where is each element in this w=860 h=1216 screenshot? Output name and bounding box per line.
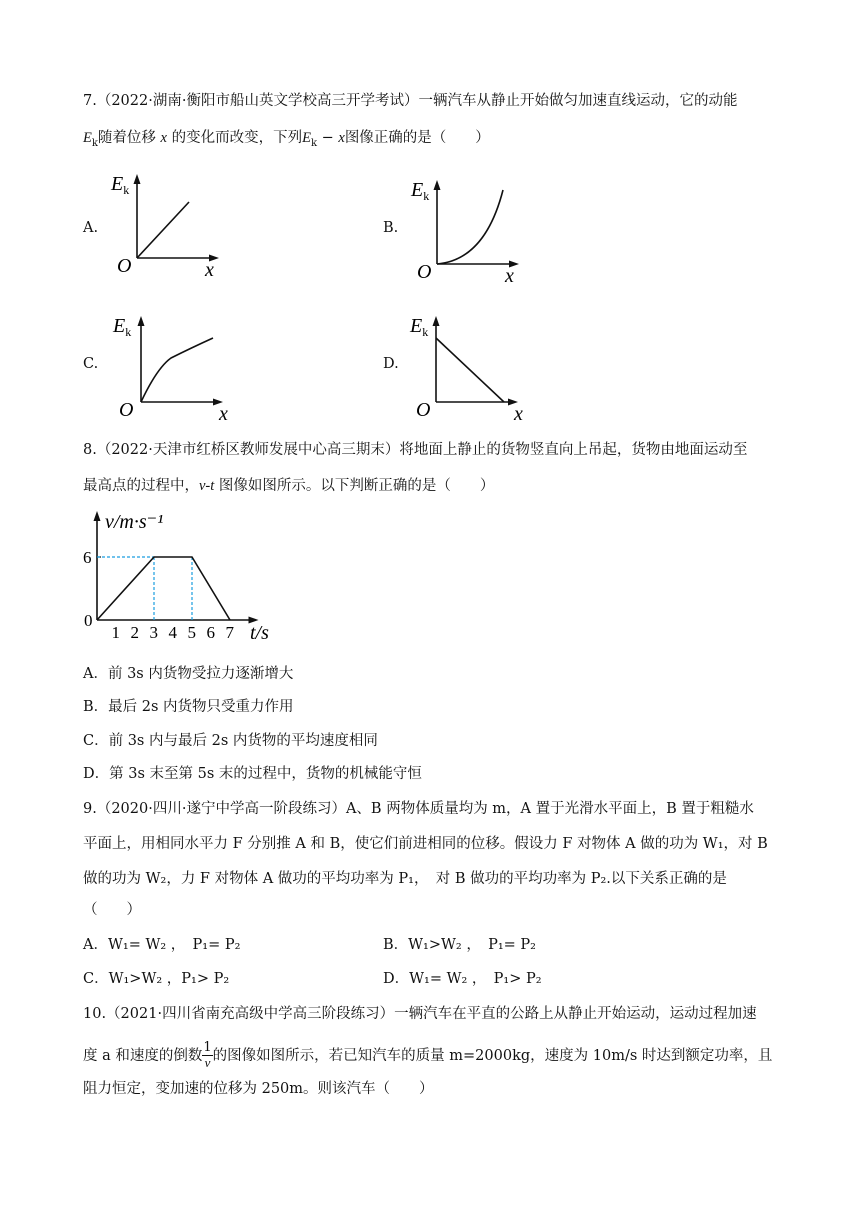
q8-stem-line1: 8.（2022·天津市红桥区教师发展中心高三期末）将地面上静止的货物竖直向上吊起，货物由地面运动至 (83, 442, 748, 458)
vt-y-arrow (94, 511, 101, 521)
q9-option-c[interactable]: C．W₁>W₂ ，P₁> P₂ (83, 971, 230, 987)
q7-c-xlabel: x (219, 403, 228, 425)
q7-b-origin: O (417, 261, 432, 283)
q8-vt-symbol: v-t (199, 478, 215, 494)
q7-option-a-label[interactable]: A. (83, 220, 99, 236)
q8-vt-chart (80, 506, 280, 646)
q7-ek-symbol: E (83, 130, 92, 146)
q7-graph-c[interactable] (109, 310, 239, 425)
vt-x-tick-2: 2 (130, 623, 139, 642)
q7-b-curve (437, 190, 503, 264)
q7-d-xlabel: x (514, 403, 523, 425)
q9-option-b[interactable]: B．W₁>W₂ ， P₁= P₂ (383, 937, 536, 953)
q9-stem-line2: 平面上，用相同水平力 F 分别推 A 和 B，使它们前进相同的位移。假设力 F 对物体 A 做的功为 W₁，对 B (83, 836, 768, 852)
q7-c-ylabel: $E_k$ (113, 315, 132, 339)
q8-chart-xlabel: t/s (250, 622, 269, 644)
vt-series-line (97, 557, 230, 620)
q9-stem-line4: （ ） (83, 902, 141, 918)
vt-x-tick-3: 3 (149, 623, 158, 642)
q7-option-c-label[interactable]: C. (83, 356, 99, 372)
q7-b-xlabel: x (505, 265, 514, 287)
q8-option-c[interactable]: C．前 3s 内与最后 2s 内货物的平均速度相同 (83, 733, 378, 749)
vt-x-tick-1: 1 (111, 623, 120, 642)
q10-fraction: $\frac{1}{v}$ (203, 1040, 212, 1070)
q8-option-a[interactable]: A．前 3s 内货物受拉力逐渐增大 (83, 666, 294, 682)
q10-stem-line1: 10.（2021·四川省南充高级中学高三阶段练习）一辆汽车在平直的公路上从静止开始运动，运动过程加速 (83, 1006, 757, 1022)
q7-a-ylabel: $E_k$ (111, 173, 130, 197)
q9-stem-line3: 做的功为 W₂，力 F 对物体 A 做功的平均功率为 P₁， 对 B 做功的平均功率为 P₂.以下关系正确的是 (83, 871, 727, 887)
q7-d-origin: O (416, 399, 431, 421)
vt-x-tick-5: 5 (187, 623, 196, 642)
vt-x-tick-7: 7 (225, 623, 234, 642)
q8-stem-line2: 最高点的过程中，v-t 图像如图所示。以下判断正确的是（ ） (83, 478, 495, 494)
q7-d-curve (436, 338, 504, 402)
q7-graph-b[interactable] (405, 174, 535, 286)
vt-y-tick-6: 6 (83, 548, 92, 567)
vt-x-tick-4: 4 (168, 623, 177, 642)
q9-stem-line1: 9.（2020·四川·遂宁中学高一阶段练习）A、B 两物体质量均为 m，A 置于光滑水平面上，B 置于粗糙水 (83, 801, 754, 817)
q7-a-xlabel: x (205, 259, 214, 281)
q7-graph-a[interactable] (105, 168, 235, 280)
q8-option-b[interactable]: B．最后 2s 内货物只受重力作用 (83, 699, 294, 715)
q7-a-curve (137, 202, 189, 258)
q7-option-d-label[interactable]: D. (383, 356, 399, 372)
q7-stem-line1: 7.（2022·湖南·衡阳市船山英文学校高三开学考试）一辆汽车从静止开始做匀加速直线运动，它的动能 (83, 93, 738, 109)
q10-stem-line2: 度 a 和速度的倒数 $\frac{1}{v}$ 的图像如图所示，若已知汽车的质量 m=2000kg，速度为 10m/s 时达到额定功率，且 (83, 1040, 773, 1070)
q8-chart-ylabel: v/m·s⁻¹ (105, 511, 164, 533)
q8-chart-origin: 0 (84, 611, 93, 630)
q7-b-ylabel: $E_k$ (411, 179, 430, 203)
q9-option-a[interactable]: A．W₁= W₂ ， P₁= P₂ (83, 937, 241, 953)
q9-option-d[interactable]: D．W₁= W₂ ， P₁> P₂ (383, 971, 542, 987)
q7-a-origin: O (117, 255, 132, 277)
q7-graph-d[interactable] (404, 310, 534, 425)
q8-option-d[interactable]: D．第 3s 末至第 5s 末的过程中，货物的机械能守恒 (83, 766, 422, 782)
q7-c-origin: O (119, 399, 134, 421)
q7-c-curve (141, 338, 213, 402)
q10-stem-line3: 阻力恒定，变加速的位移为 250m。则该汽车（ ） (83, 1081, 434, 1097)
q7-d-ylabel: $E_k$ (410, 315, 429, 339)
vt-x-tick-6: 6 (206, 623, 215, 642)
q7-stem-line2: $E_k$随着位移 x 的变化而改变，下列$E_k - x$图像正确的是（ ） (83, 130, 490, 149)
q7-option-b-label[interactable]: B. (383, 220, 399, 236)
